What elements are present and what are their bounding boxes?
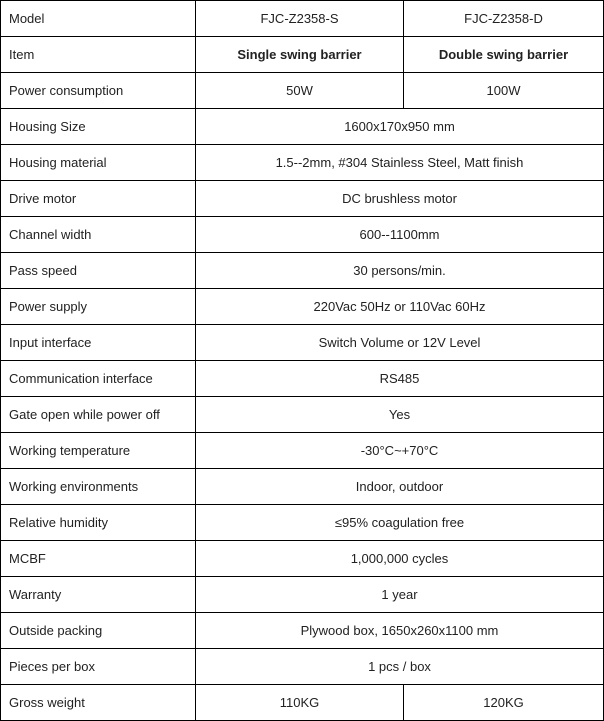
table-row [1,145,604,181]
row-value: Switch Volume or 12V Level [196,325,604,361]
row-label: Channel width [1,217,196,253]
row-value: 1 pcs / box [196,649,604,685]
row-value: 1 year [196,577,604,613]
row-label: Communication interface [1,361,196,397]
double-swing-cell: Double swing barrier [404,37,604,73]
double-value-cell: 120KG [404,685,604,721]
row-label: Drive motor [1,181,196,217]
table-row [1,253,604,289]
row-value: ≤95% coagulation free [196,505,604,541]
table-row-model [1,1,604,37]
row-label: Gate open while power off [1,397,196,433]
row-label: Outside packing [1,613,196,649]
single-value-cell: 50W [196,73,404,109]
row-label: Item [1,37,196,73]
table-row [1,613,604,649]
row-value: 1600x170x950 mm [196,109,604,145]
row-label: Housing Size [1,109,196,145]
table-row [1,217,604,253]
row-value: DC brushless motor [196,181,604,217]
single-swing-cell: Single swing barrier [196,37,404,73]
row-value: 30 persons/min. [196,253,604,289]
row-value: RS485 [196,361,604,397]
row-label: Power supply [1,289,196,325]
model-s-cell: FJC-Z2358-S [196,1,404,37]
table-row [1,649,604,685]
table-row-gross-weight [1,685,604,721]
row-value: -30°C~+70°C [196,433,604,469]
row-label: Working environments [1,469,196,505]
table-row [1,109,604,145]
model-d-cell: FJC-Z2358-D [404,1,604,37]
row-label: Relative humidity [1,505,196,541]
table-row [1,181,604,217]
row-label: Input interface [1,325,196,361]
table-row-power-consumption [1,73,604,109]
table-row [1,397,604,433]
row-label: Pass speed [1,253,196,289]
row-label: MCBF [1,541,196,577]
row-label: Warranty [1,577,196,613]
table-row [1,577,604,613]
table-row [1,541,604,577]
row-value: Yes [196,397,604,433]
table-row [1,505,604,541]
table-row [1,289,604,325]
row-value: Plywood box, 1650x260x1100 mm [196,613,604,649]
row-label: Housing material [1,145,196,181]
row-label: Working temperature [1,433,196,469]
row-value: Indoor, outdoor [196,469,604,505]
table-row [1,469,604,505]
table-row [1,433,604,469]
row-value: 1.5--2mm, #304 Stainless Steel, Matt finish [196,145,604,181]
table-row [1,361,604,397]
row-value: 600--1100mm [196,217,604,253]
row-value: 1,000,000 cycles [196,541,604,577]
table-row [1,325,604,361]
spec-rows [1,109,604,685]
row-value: 220Vac 50Hz or 110Vac 60Hz [196,289,604,325]
row-label: Power consumption [1,73,196,109]
double-value-cell: 100W [404,73,604,109]
table-row-item [1,37,604,73]
row-label: Gross weight [1,685,196,721]
single-value-cell: 110KG [196,685,404,721]
row-label: Pieces per box [1,649,196,685]
row-label: Model [1,1,196,37]
